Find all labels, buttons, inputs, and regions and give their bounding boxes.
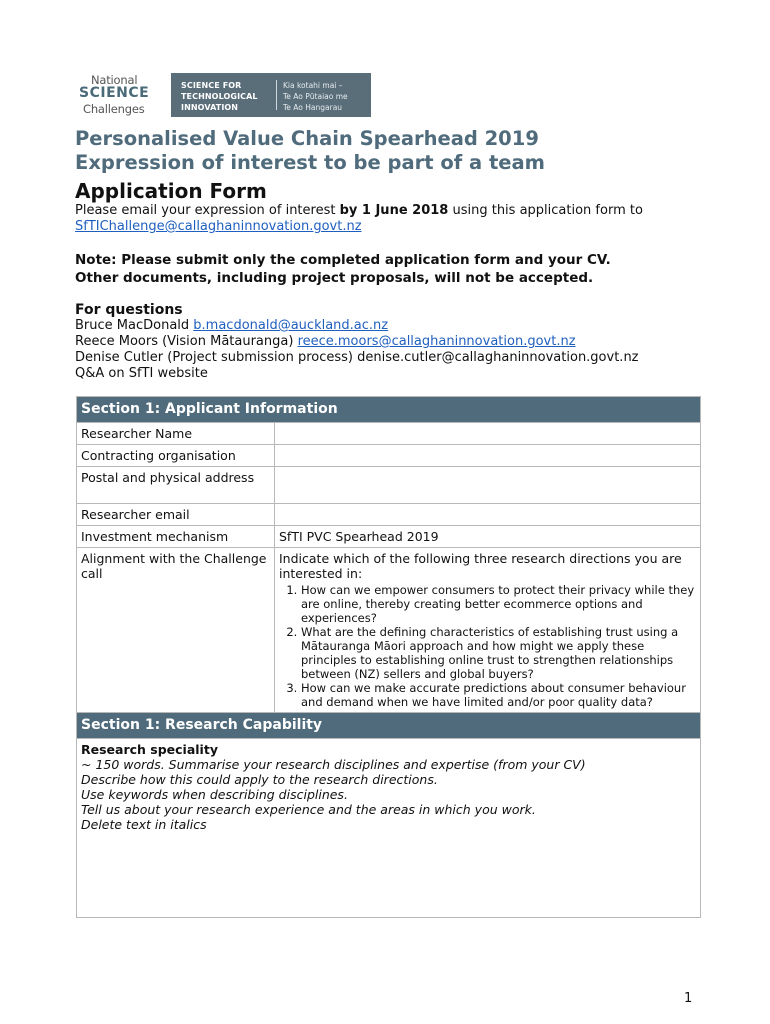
researcher-name-field[interactable] bbox=[275, 423, 701, 445]
form-title: Application Form bbox=[75, 179, 267, 203]
page-number: 1 bbox=[684, 991, 693, 1006]
direction-item: 2. What are the defining characteristics of establishing trust using a Mātauranga Māori approach and how might we apply these principles to establishing online trust to strengthen relationships between (NZ) sellers and global buyers? bbox=[301, 625, 696, 681]
submission-note: Note: Please submit only the completed application form and your CV. Other documents, including project proposals, will not be accepted. bbox=[75, 252, 611, 286]
table-row: Researcher email bbox=[77, 504, 701, 526]
organisation-field[interactable] bbox=[275, 445, 701, 467]
direction-item: 1. How can we empower consumers to protect their privacy while they are online, thereby creating better ecommerce options and experiences? bbox=[301, 583, 696, 625]
table-row: Alignment with the Challenge call Indicate which of the following three research directions you are interested in: 1. How can we empower consumers to protect their privacy while they are online, thereby creating better ecommerce options and experiences? 2. What are the defining characteristics of establishing trust using a Mātauranga Māori approach and how might we apply these principles to establishing online trust to strengthen relationships between (NZ) sellers and global buyers? 3. How can we make accurate predictions about consumer behaviour and demand when we have limited and/or poor quality data? bbox=[77, 548, 701, 713]
section2-heading: Section 1: Research Capability bbox=[77, 713, 701, 739]
investment-mechanism-value: SfTI PVC Spearhead 2019 bbox=[275, 526, 701, 548]
national-science-challenges-logo: National SCIENCE Challenges bbox=[75, 73, 171, 117]
contact-denise: Denise Cutler (Project submission process) denise.cutler@callaghaninnovation.govt.nz bbox=[75, 350, 639, 365]
research-speciality-field[interactable]: Research speciality ~ 150 words. Summarise your research disciplines and expertise (from your CV) Describe how this could apply to the research directions. Use keywords when describing disciplines. Tell us about your research experience and the areas in which you work. Delete text in italics bbox=[77, 739, 701, 918]
sfti-email-link[interactable]: SfTIChallenge@callaghaninnovation.govt.nz bbox=[75, 219, 362, 234]
email-field[interactable] bbox=[275, 504, 701, 526]
bruce-email-link[interactable]: b.macdonald@auckland.ac.nz bbox=[193, 318, 389, 333]
research-directions-list bbox=[279, 583, 696, 709]
reece-email-link[interactable]: reece.moors@callaghaninnovation.govt.nz bbox=[297, 334, 576, 349]
contact-bruce: Bruce MacDonald b.macdonald@auckland.ac.nz bbox=[75, 318, 389, 333]
qa-text: Q&A on SfTI website bbox=[75, 366, 208, 381]
section1-heading: Section 1: Applicant Information bbox=[77, 397, 701, 423]
table-row: Postal and physical address bbox=[77, 467, 701, 504]
address-field[interactable] bbox=[275, 467, 701, 504]
table-row bbox=[77, 739, 701, 918]
nsc-logo bbox=[75, 73, 371, 117]
logo-divider bbox=[276, 80, 277, 110]
questions-heading: For questions bbox=[75, 302, 183, 318]
contact-reece: Reece Moors (Vision Mātauranga) reece.moors@callaghaninnovation.govt.nz bbox=[75, 334, 576, 349]
application-table bbox=[76, 396, 701, 918]
sfti-logo-banner: SCIENCE FOR TECHNOLOGICAL INNOVATION Kia kotahi mai – Te Ao Pūtaiao me Te Ao Hangarau bbox=[171, 73, 371, 117]
table-row: Contracting organisation bbox=[77, 445, 701, 467]
alignment-cell[interactable]: Indicate which of the following three research directions you are interested in: 1. How can we empower consumers to protect their privacy while they are online, thereby creating better ecommerce options and experiences? 2. What are the defining characteristics of establishing trust using a Mātauranga Māori approach and how might we apply these principles to establishing online trust to strengthen relationships between (NZ) sellers and global buyers? 3. How can we make accurate predictions about consumer behaviour and demand when we have limited and/or poor quality data? bbox=[275, 548, 701, 713]
table-row: Investment mechanism SfTI PVC Spearhead 2019 bbox=[77, 526, 701, 548]
direction-item: 3. How can we make accurate predictions about consumer behaviour and demand when we have limited and/or poor quality data? bbox=[301, 681, 696, 709]
table-row: Researcher Name bbox=[77, 423, 701, 445]
document-title: Personalised Value Chain Spearhead 2019 Expression of interest to be part of a team bbox=[75, 127, 545, 174]
intro-text: Please email your expression of interest by 1 June 2018 using this application form to bbox=[75, 203, 643, 218]
